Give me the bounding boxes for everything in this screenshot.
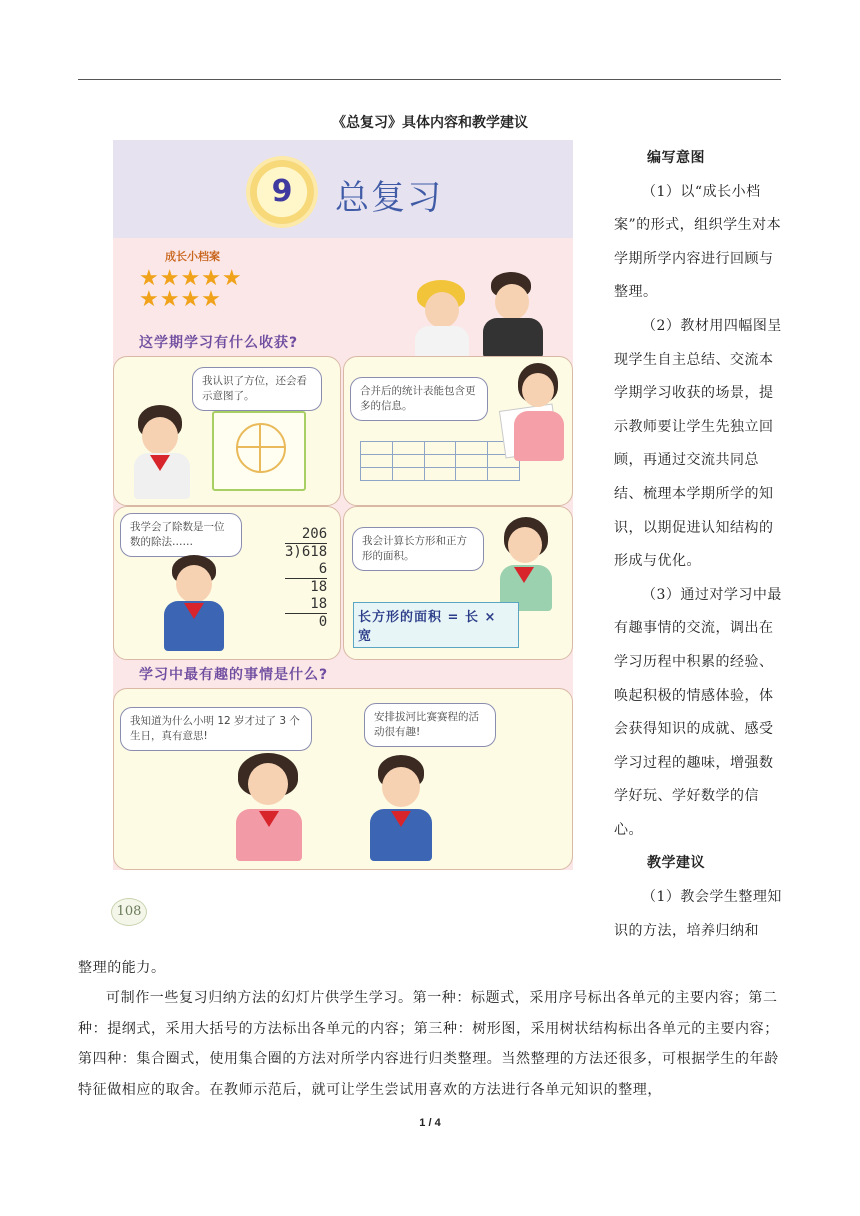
- speech-bubble: 我认识了方位，还会看示意图了。: [192, 367, 322, 411]
- paragraph: （1）以“成长小档案”的形式，组织学生对本学期所学内容进行回顾与整理。: [614, 183, 782, 301]
- right-column-text: [614, 142, 786, 948]
- card-fun: [113, 688, 573, 870]
- heading-teaching-advice: 教学建议: [647, 855, 705, 872]
- boy-illustration: [360, 755, 444, 865]
- question-fun: 学习中最有趣的事情是什么?: [139, 667, 329, 683]
- long-division: [285, 526, 327, 631]
- speech-bubble: 合并后的统计表能包含更多的信息。: [350, 377, 488, 421]
- divisor-dividend: 3)618: [285, 544, 328, 560]
- boy-illustration: [130, 401, 200, 501]
- division-step: 18: [310, 596, 328, 612]
- card-direction: [113, 356, 341, 506]
- paragraph: 可制作一些复习归纳方法的幻灯片供学生学习。第一种：标题式，采用序号标出各单元的主要内容；第二种：提纲式，采用大括号的方法标出各单元的内容；第三种：树形图，采用树状结构标出各单元的主要内容；第四种：集合圈式，使用集合圈的方法对所学内容进行归类整理。当然整理的方法还很多，可根据学生的年龄特征做相应的取舍。在教师示范后，就可让学生尝试用喜欢的方法进行各单元知识的整理，: [78, 990, 779, 1098]
- statistics-table: [360, 441, 520, 481]
- speech-bubble: 安排拔河比赛赛程的活动很有趣!: [364, 703, 496, 747]
- textbook-page-image: [113, 140, 573, 870]
- paragraph: （3）通过对学习中最有趣事情的交流，调出在学习历程中积累的经验、唤起积极的情感体验，体会获得知识的成就、感受学习过程的趣味，增强数学好玩、学好数学的信心。: [614, 586, 782, 838]
- unit-title: 总复习: [335, 178, 443, 218]
- paragraph: （2）教材用四幅图呈现学生自主总结、交流本学期学习收获的场景，提示教师要让学生先独立回顾，再通过交流共同总结、梳理本学期所学的知识，以期促进认知结构的形成与优化。: [614, 317, 782, 570]
- remainder: 0: [285, 613, 327, 631]
- speech-bubble: 我知道为什么小明 12 岁才过了 3 个生日，真有意思!: [120, 707, 312, 751]
- speech-bubble: 我会计算长方形和正方形的面积。: [352, 527, 484, 571]
- unit-number-badge: 9: [250, 160, 314, 224]
- paragraph-continuation: 整理的能力。: [78, 960, 166, 976]
- boy-illustration: [154, 555, 244, 655]
- textbook-page-number: 108: [111, 898, 147, 926]
- map-diagram: [212, 411, 306, 491]
- heading-writing-intent: 编写意图: [647, 150, 705, 166]
- unit-header: [113, 140, 573, 238]
- speech-bubble: 我学会了除数是一位数的除法……: [120, 513, 242, 557]
- division-step: 6: [318, 561, 328, 577]
- paragraph: （1）教会学生整理知识的方法，培养归纳和: [614, 889, 782, 939]
- quotient: 206: [301, 526, 328, 542]
- girl-illustration: [494, 517, 564, 613]
- question-harvest: 这学期学习有什么收获?: [139, 335, 299, 351]
- growth-label: 成长小档案: [165, 250, 220, 263]
- star-rating: ★★★★★ ★★★★: [139, 266, 243, 312]
- area-formula: 长方形的面积 = 长 × 宽: [353, 602, 519, 648]
- document-title: 《总复习》具体内容和教学建议: [332, 115, 528, 131]
- page-footer: 1 / 4: [419, 1117, 441, 1129]
- division-step: 18: [285, 578, 327, 596]
- girl-illustration: [232, 749, 312, 865]
- header-rule: [78, 79, 781, 80]
- kids-illustration-top: [403, 272, 563, 358]
- card-statistics: [343, 356, 573, 506]
- girl-illustration: [514, 363, 573, 463]
